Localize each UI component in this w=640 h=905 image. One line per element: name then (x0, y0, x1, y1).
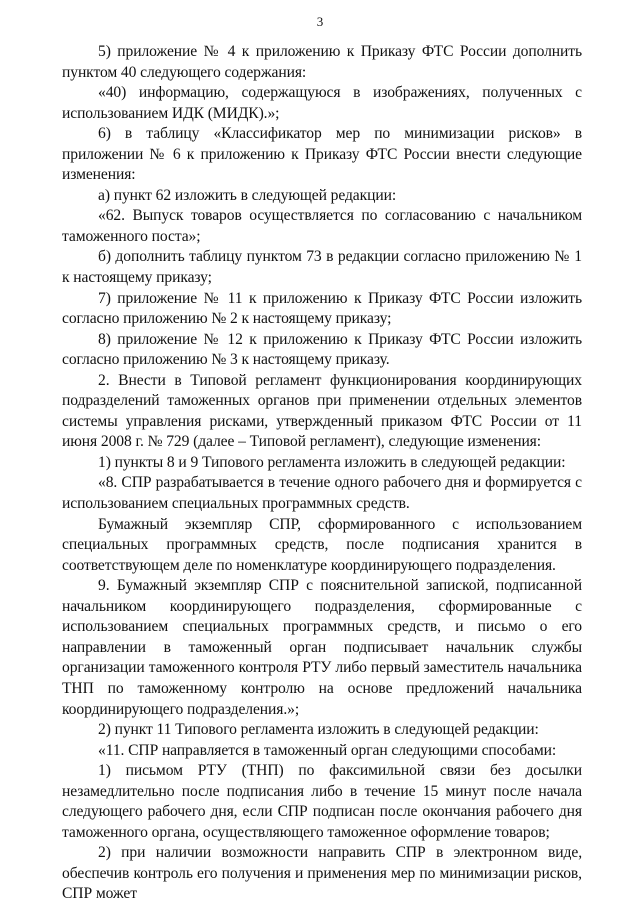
paragraph: 1) пункты 8 и 9 Типового регламента изложить в следующей редакции: (98, 453, 566, 471)
paragraph: 2) пункт 11 Типового регламента изложить в следующей редакции: (98, 721, 539, 739)
paragraph: 9. Бумажный экземпляр СПР с пояснительной запиской, подписанной начальником координирующего подразделения, сформированные с использованием специальных программных средств, и письмо о его направлении в таможенный орган подписывает начальник службы организации таможенного контроля РТУ либо первый заместитель начальника ТНП по таможенному контролю на основе предложений начальника координирующего подразделения.»; (62, 577, 582, 718)
page-number: 3 (316, 14, 324, 29)
paragraph: 2) при наличии возможности направить СПР в электронном виде, обеспечив контроль его получения и применения мер по минимизации рисков, СПР может (62, 844, 582, 903)
paragraph: «8. СПР разрабатывается в течение одного рабочего дня и формируется с использованием специальных программных средств. (62, 474, 582, 513)
paragraph: 7) приложение № 11 к приложению к Приказу ФТС России изложить согласно приложению № 2 к настоящему приказу; (62, 289, 582, 328)
paragraph: 5) приложение № 4 к приложению к Приказу ФТС России дополнить пунктом 40 следующего содержания: (62, 43, 582, 81)
paragraph: б) дополнить таблицу пунктом 73 в редакции согласно приложению № 1 к настоящему приказу; (62, 248, 582, 287)
paragraph: 2. Внести в Типовой регламент функционирования координирующих подразделений таможенных органов при применении отдельных элементов системы управления рисками, утвержденный приказом ФТС России от 11 июня 2008 г. № 729 (далее – Типовой регламент), следующие изменения: (62, 371, 582, 451)
paragraph: 6) в таблицу «Классификатор мер по минимизации рисков» в приложении № 6 к приложению к Приказу ФТС России внести следующие изменения: (62, 125, 582, 184)
paragraph: 1) письмом РТУ (ТНП) по факсимильной связи без досылки незамедлительно после подписания либо в течение 15 минут после начала следующего рабочего дня, если СПР подписан после окончания рабочего дня таможенного органа, осуществляющего таможенное оформление товаров; (62, 762, 582, 841)
paragraph: «40) информацию, содержащуюся в изображениях, полученных с использованием ИДК (МИДК).»; (62, 84, 582, 122)
paragraph: «11. СПР направляется в таможенный орган следующими способами: (98, 741, 557, 759)
document-body (62, 42, 582, 905)
paragraph: а) пункт 62 изложить в следующей редакции: (98, 186, 397, 204)
paragraph: 8) приложение № 12 к приложению к Приказу ФТС России изложить согласно приложению № 3 к настоящему приказу. (62, 330, 582, 369)
paragraph: «62. Выпуск товаров осуществляется по согласованию с начальником таможенного поста»; (62, 207, 582, 245)
paragraph: Бумажный экземпляр СПР, сформированного с использованием специальных программных средств, после подписания хранится в соответствующем деле по номенклатуре координирующего подразделения. (62, 515, 582, 574)
